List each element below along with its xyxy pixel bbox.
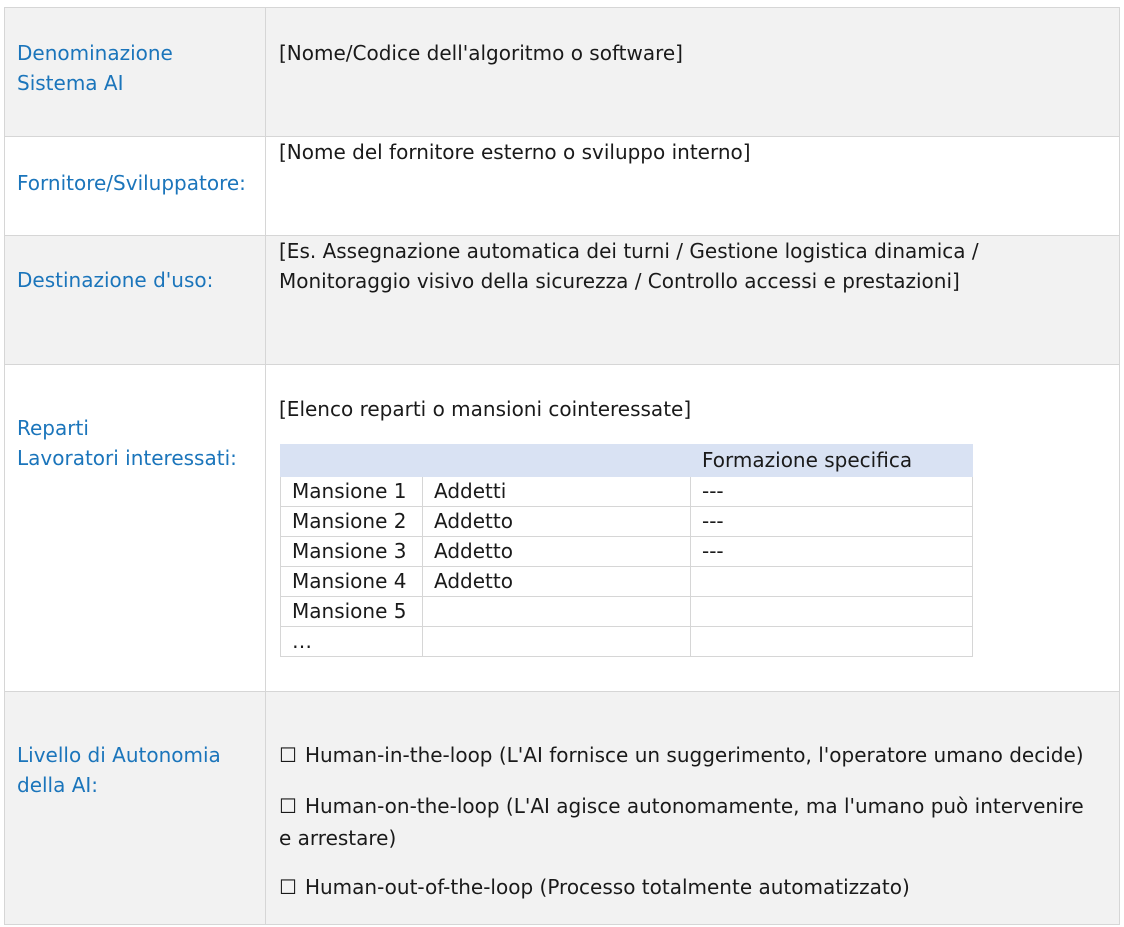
table-row — [281, 627, 973, 657]
table-cell-staff[interactable]: Addetti — [423, 477, 691, 507]
row-departments — [4, 365, 1120, 692]
checkbox-icon[interactable]: ☐ — [279, 794, 297, 818]
table-cell-training[interactable] — [691, 597, 973, 627]
departments-label-line2: Lavoratori interessati: — [17, 446, 237, 470]
option-human-on-the-loop-label-line2: e arrestare) — [279, 826, 397, 850]
table-cell-training[interactable] — [691, 567, 973, 597]
table-cell-role[interactable]: Mansione 3 — [281, 537, 423, 567]
option-human-on-the-loop-label-line1: Human-on-the-loop (L'AI agisce autonomamente, ma l'umano può intervenire — [304, 794, 1084, 818]
option-human-on-the-loop[interactable] — [279, 790, 1109, 854]
value-cell-system-name[interactable] — [266, 8, 1120, 136]
value-cell-supplier[interactable] — [266, 137, 1120, 235]
departments-value[interactable]: [Elenco reparti o mansioni cointeressate] — [279, 397, 692, 421]
table-row — [281, 507, 973, 537]
intended-use-value-line2: Monitoraggio visivo della sicurezza / Controllo accessi e prestazioni] — [279, 269, 960, 293]
table-cell-training[interactable]: --- — [691, 507, 973, 537]
row-supplier — [4, 137, 1120, 236]
departments-label-line1: Reparti — [17, 416, 89, 440]
value-cell-intended-use[interactable] — [266, 236, 1120, 364]
ai-system-form — [4, 7, 1120, 925]
table-cell-training[interactable]: --- — [691, 477, 973, 507]
autonomy-label-line1: Livello di Autonomia — [17, 743, 221, 767]
checkbox-icon[interactable]: ☐ — [279, 743, 297, 767]
row-autonomy — [4, 692, 1120, 925]
table-cell-role[interactable]: Mansione 2 — [281, 507, 423, 537]
table-row — [281, 597, 973, 627]
departments-table — [280, 444, 973, 657]
intended-use-value-line1: [Es. Assegnazione automatica dei turni / Gestione logistica dinamica / — [279, 239, 979, 263]
label-cell-intended-use — [4, 236, 266, 364]
intended-use-label: Destinazione d'uso: — [17, 268, 214, 292]
option-human-out-of-the-loop[interactable] — [279, 871, 1109, 903]
table-row — [281, 477, 973, 507]
label-cell-system-name — [4, 8, 266, 136]
option-human-out-of-the-loop-label: Human-out-of-the-loop (Processo totalmente automatizzato) — [304, 875, 910, 899]
table-cell-staff[interactable]: Addetto — [423, 567, 691, 597]
table-cell-role[interactable]: … — [281, 627, 423, 657]
option-human-in-the-loop-label: Human-in-the-loop (L'AI fornisce un suggerimento, l'operatore umano decide) — [304, 743, 1084, 767]
table-header-training: Formazione specifica — [691, 445, 973, 477]
table-row — [281, 567, 973, 597]
table-cell-role[interactable]: Mansione 4 — [281, 567, 423, 597]
departments-table-header — [281, 445, 973, 477]
value-cell-autonomy — [266, 692, 1120, 924]
checkbox-icon[interactable]: ☐ — [279, 875, 297, 899]
table-cell-staff[interactable] — [423, 627, 691, 657]
table-row — [281, 537, 973, 567]
system-name-label-line1: Denominazione — [17, 41, 173, 65]
supplier-value: [Nome del fornitore esterno o sviluppo interno] — [279, 140, 751, 164]
table-cell-role[interactable]: Mansione 1 — [281, 477, 423, 507]
system-name-label-line2: Sistema AI — [17, 71, 124, 95]
option-human-in-the-loop[interactable] — [279, 739, 1109, 771]
table-header-cell — [423, 445, 691, 477]
label-cell-departments — [4, 365, 266, 691]
label-cell-supplier — [4, 137, 266, 235]
table-cell-staff[interactable]: Addetto — [423, 507, 691, 537]
table-cell-staff[interactable] — [423, 597, 691, 627]
supplier-label: Fornitore/Sviluppatore: — [17, 171, 246, 195]
table-header-cell — [281, 445, 423, 477]
value-cell-departments — [266, 365, 1120, 691]
table-cell-role[interactable]: Mansione 5 — [281, 597, 423, 627]
system-name-value: [Nome/Codice dell'algoritmo o software] — [279, 41, 683, 65]
table-cell-staff[interactable]: Addetto — [423, 537, 691, 567]
label-cell-autonomy — [4, 692, 266, 924]
table-cell-training[interactable] — [691, 627, 973, 657]
autonomy-label-line2: della AI: — [17, 773, 99, 797]
table-cell-training[interactable]: --- — [691, 537, 973, 567]
row-system-name — [4, 7, 1120, 137]
row-intended-use — [4, 236, 1120, 365]
